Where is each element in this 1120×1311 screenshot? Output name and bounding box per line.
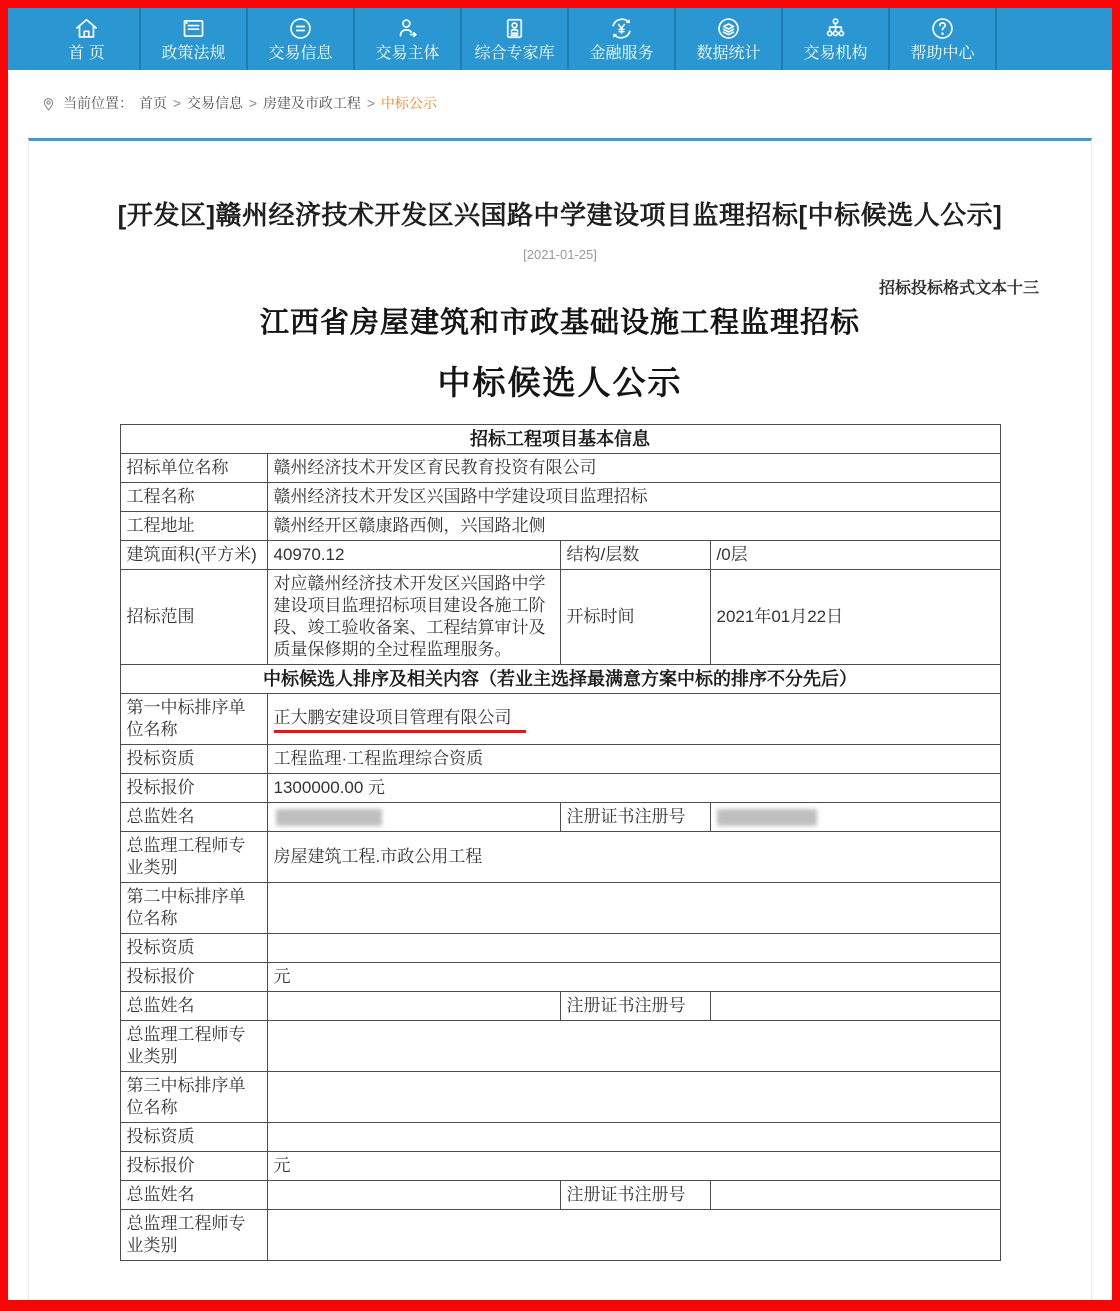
table-row: [120, 1072, 1000, 1123]
table-row: [120, 745, 1000, 774]
masked-name-value: [276, 809, 382, 826]
row-value: 房屋建筑工程.市政公用工程: [267, 832, 1000, 883]
table-row: [120, 665, 1000, 694]
row-label: 总监理工程师专业类别: [120, 1021, 267, 1072]
breadcrumb-separator: >: [169, 95, 185, 111]
format-note: 招标投标格式文本十三: [878, 280, 1039, 297]
row-value: [267, 1021, 1000, 1072]
row-value-2: [710, 992, 1000, 1021]
row-label: 总监理工程师专业类别: [120, 1210, 267, 1261]
row-label-2: 注册证书注册号: [560, 1181, 710, 1210]
document-heading-line1: 江西省房屋建筑和市政基础设施工程监理招标: [259, 307, 860, 339]
row-label: 招标范围: [120, 570, 267, 665]
table-row: [120, 1181, 1000, 1210]
first-candidate-company-underlined: 正大鹏安建设项目管理有限公司: [274, 705, 526, 733]
table-row: [120, 1210, 1000, 1261]
row-label: 建筑面积(平方米): [120, 541, 267, 570]
row-label: 第三中标排序单位名称: [120, 1072, 267, 1123]
row-value: 40970.12: [267, 541, 560, 570]
row-label: 投标资质: [120, 1123, 267, 1152]
row-value: [267, 1210, 1000, 1261]
row-value: 1300000.00 元: [267, 774, 1000, 803]
org-chart-icon: [822, 15, 849, 42]
table-section-header: 中标候选人排序及相关内容（若业主选择最满意方案中标的排序不分先后）: [120, 665, 1000, 694]
breadcrumb-links: [139, 93, 437, 113]
nav-item-4[interactable]: [355, 8, 462, 70]
table-row: [120, 832, 1000, 883]
row-value: 元: [267, 963, 1000, 992]
table-row: [120, 1123, 1000, 1152]
row-label: 第一中标排序单位名称: [120, 694, 267, 745]
row-label-2: 注册证书注册号: [560, 992, 710, 1021]
table-row: [120, 512, 1000, 541]
row-label: 工程地址: [120, 512, 267, 541]
table-row: [120, 1152, 1000, 1181]
row-label: 第二中标排序单位名称: [120, 883, 267, 934]
row-value: [267, 1072, 1000, 1123]
table-row: [120, 963, 1000, 992]
row-label: 投标报价: [120, 1152, 267, 1181]
person-arrow-icon: [394, 15, 421, 42]
document-heading-line2: 中标候选人公示: [437, 366, 683, 402]
table-row: [120, 454, 1000, 483]
row-value-2: /0层: [710, 541, 1000, 570]
nav-item-6[interactable]: [569, 8, 676, 70]
row-label-2: 结构/层数: [560, 541, 710, 570]
table-row: [120, 934, 1000, 963]
breadcrumb-prefix: 当前位置：: [63, 95, 133, 111]
row-value: [267, 1123, 1000, 1152]
breadcrumb-link[interactable]: 房建及市政工程: [262, 95, 361, 111]
table-row: [120, 1021, 1000, 1072]
masked-cert-number-value: [717, 809, 817, 826]
yuan-circle-icon: [608, 15, 635, 42]
page-title: [开发区]赣州经济技术开发区兴国路中学建设项目监理招标[中标候选人公示]: [117, 200, 1003, 230]
table-row: [120, 774, 1000, 803]
row-value: 对应赣州经济技术开发区兴国路中学建设项目监理招标项目建设各施工阶段、竣工验收备案、工程结算审计及质量保修期的全过程监理服务。: [267, 570, 560, 665]
row-label: 总监姓名: [120, 1181, 267, 1210]
table-row: [120, 570, 1000, 665]
row-value: [267, 934, 1000, 963]
nav-item-label: 帮助中心: [910, 45, 975, 62]
row-label: 招标单位名称: [120, 454, 267, 483]
location-pin-icon: [40, 95, 57, 112]
row-label: 总监理工程师专业类别: [120, 832, 267, 883]
row-label-2: 注册证书注册号: [560, 803, 710, 832]
nav-item-label: 交易信息: [268, 45, 333, 62]
table-row: [120, 992, 1000, 1021]
breadcrumb-separator: >: [362, 95, 379, 111]
equals-circle-icon: [287, 15, 314, 42]
breadcrumb-separator: >: [244, 95, 261, 111]
breadcrumb-link[interactable]: 交易信息: [186, 95, 243, 111]
row-label-2: 开标时间: [560, 570, 710, 665]
nav-item-label: 交易机构: [803, 45, 868, 62]
publish-date: [2021-01-25]: [523, 247, 597, 262]
table-row: [120, 425, 1000, 454]
nav-item-2[interactable]: [141, 8, 248, 70]
breadcrumb-link[interactable]: 首页: [139, 95, 167, 111]
breadcrumb-current: 中标公示: [380, 95, 437, 111]
table-row: [120, 483, 1000, 512]
nav-item-3[interactable]: [248, 8, 355, 70]
row-label: 工程名称: [120, 483, 267, 512]
row-value: 赣州经济技术开发区育民教育投资有限公司: [267, 454, 1000, 483]
row-value: 赣州经开区赣康路西侧，兴国路北侧: [267, 512, 1000, 541]
row-label: 投标报价: [120, 963, 267, 992]
table-section-header: 招标工程项目基本信息: [120, 425, 1000, 454]
nav-item-5[interactable]: [462, 8, 569, 70]
question-circle-icon: [929, 15, 956, 42]
nav-item-label: 综合专家库: [474, 45, 555, 62]
row-value-2: [710, 803, 1000, 832]
row-value: 元: [267, 1152, 1000, 1181]
row-value: [267, 1181, 560, 1210]
table-row: [120, 883, 1000, 934]
row-value: 工程监理·工程监理综合资质: [267, 745, 1000, 774]
nav-item-label: 金融服务: [589, 45, 654, 62]
table-row: [120, 541, 1000, 570]
row-value-2: [710, 1181, 1000, 1210]
content-panel: [28, 138, 1092, 1301]
top-nav: [8, 8, 1112, 70]
row-value: [267, 883, 1000, 934]
row-value-2: 2021年01月22日: [710, 570, 1000, 665]
row-label: 投标资质: [120, 745, 267, 774]
row-value: [267, 694, 1000, 745]
nav-item-7[interactable]: [676, 8, 783, 70]
row-label: 总监姓名: [120, 803, 267, 832]
row-value: [267, 803, 560, 832]
row-value: 赣州经济技术开发区兴国路中学建设项目监理招标: [267, 483, 1000, 512]
breadcrumb: [40, 92, 1112, 114]
nav-item-label: 数据统计: [696, 45, 761, 62]
row-label: 投标报价: [120, 774, 267, 803]
table-row: [120, 803, 1000, 832]
nav-item-label: 首 页: [68, 45, 105, 62]
nav-item-8[interactable]: [783, 8, 890, 70]
nav-item-label: 政策法规: [161, 45, 226, 62]
layers-circle-icon: [715, 15, 742, 42]
home-icon: [73, 15, 100, 42]
nav-item-1[interactable]: [34, 8, 141, 70]
row-value: [267, 992, 560, 1021]
expert-id-card-icon: [501, 15, 528, 42]
row-label: 投标资质: [120, 934, 267, 963]
bid-announcement-table: [120, 424, 1001, 1261]
policy-folder-icon: [180, 15, 207, 42]
row-label: 总监姓名: [120, 992, 267, 1021]
nav-item-label: 交易主体: [375, 45, 440, 62]
table-row: [120, 694, 1000, 745]
nav-item-9[interactable]: [890, 8, 997, 70]
